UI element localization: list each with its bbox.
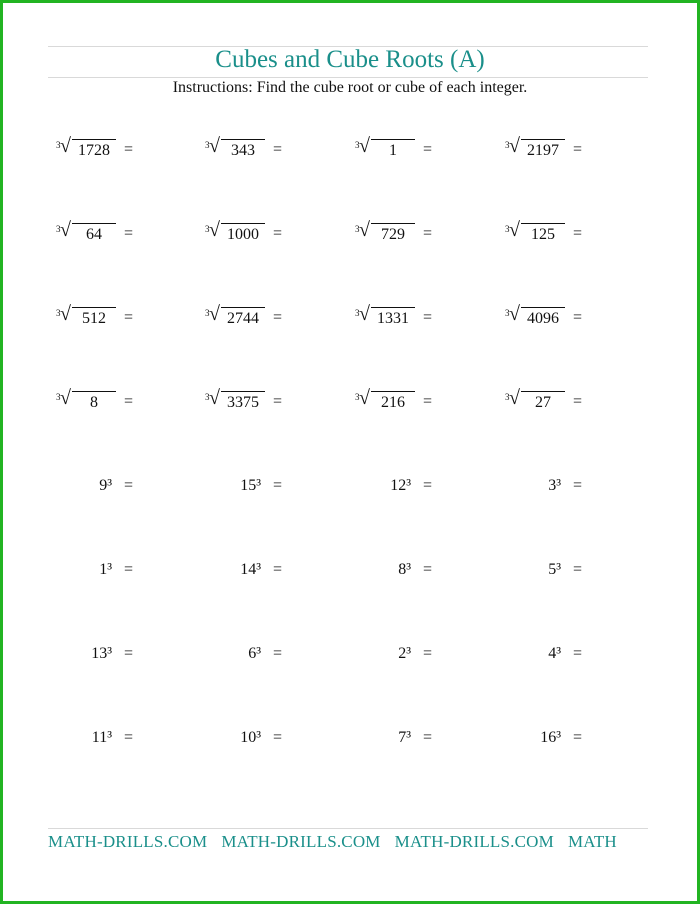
radicand-value: 3375 bbox=[221, 391, 265, 412]
cube-root-problem bbox=[56, 387, 196, 420]
cube-exponent: ³ bbox=[107, 561, 112, 578]
cube-base-value: 1 bbox=[99, 561, 108, 578]
cube-exponent: ³ bbox=[406, 477, 411, 494]
cube-problem bbox=[205, 474, 345, 504]
cube-exponent: ³ bbox=[556, 561, 561, 578]
equals-sign: = bbox=[573, 393, 583, 410]
equals-sign: = bbox=[273, 309, 283, 326]
equals-sign: = bbox=[124, 141, 134, 158]
cube-base-value: 8 bbox=[398, 561, 407, 578]
radical-sign-icon: √ bbox=[60, 135, 71, 157]
cube-problem bbox=[56, 726, 196, 756]
cube-expression bbox=[56, 561, 112, 579]
radical-sign-icon: √ bbox=[509, 135, 520, 157]
cube-exponent: ³ bbox=[107, 645, 112, 662]
cube-problem bbox=[355, 726, 495, 756]
cube-base-value: 13 bbox=[91, 645, 108, 662]
equals-sign: = bbox=[423, 561, 433, 578]
root-index: 3 bbox=[56, 392, 61, 402]
equals-sign: = bbox=[273, 729, 283, 746]
cube-problem bbox=[205, 558, 345, 588]
cube-exponent: ³ bbox=[556, 477, 561, 494]
cube-base-value: 11 bbox=[91, 729, 108, 746]
cube-exponent: ³ bbox=[406, 561, 411, 578]
equals-sign: = bbox=[124, 645, 134, 662]
footer-rule bbox=[48, 828, 648, 829]
radicand-value: 512 bbox=[72, 307, 116, 328]
radical-sign-icon: √ bbox=[209, 135, 220, 157]
radicand-value: 2197 bbox=[521, 139, 565, 160]
page-title: Cubes and Cube Roots (A) bbox=[215, 46, 485, 73]
root-index: 3 bbox=[205, 392, 210, 402]
equals-sign: = bbox=[273, 225, 283, 242]
root-index: 3 bbox=[355, 224, 360, 234]
radical-sign-icon: √ bbox=[509, 303, 520, 325]
radical-sign-icon: √ bbox=[359, 135, 370, 157]
cube-root-problem bbox=[355, 387, 495, 420]
equals-sign: = bbox=[573, 141, 583, 158]
equals-sign: = bbox=[423, 225, 433, 242]
equals-sign: = bbox=[423, 645, 433, 662]
cube-root-problem bbox=[205, 135, 345, 168]
cube-problem bbox=[505, 474, 645, 504]
cube-expression bbox=[205, 477, 261, 495]
equals-sign: = bbox=[273, 561, 283, 578]
root-index: 3 bbox=[56, 224, 61, 234]
radicand-value: 4096 bbox=[521, 307, 565, 328]
cube-exponent: ³ bbox=[256, 729, 261, 746]
cube-expression bbox=[56, 477, 112, 495]
instructions: Instructions: Find the cube root or cube of each integer. bbox=[172, 79, 528, 96]
radicand-value: 1 bbox=[371, 139, 415, 160]
radical-sign-icon: √ bbox=[209, 219, 220, 241]
equals-sign: = bbox=[273, 645, 283, 662]
cube-exponent: ³ bbox=[556, 645, 561, 662]
cube-root-problem bbox=[505, 219, 645, 252]
cube-problem bbox=[355, 474, 495, 504]
root-index: 3 bbox=[355, 392, 360, 402]
radicand-value: 343 bbox=[221, 139, 265, 160]
root-index: 3 bbox=[505, 392, 510, 402]
cube-root-problem bbox=[56, 219, 196, 252]
cube-exponent: ³ bbox=[406, 729, 411, 746]
radicand-value: 2744 bbox=[221, 307, 265, 328]
cube-base-value: 12 bbox=[390, 477, 407, 494]
equals-sign: = bbox=[124, 561, 134, 578]
cube-root-problem bbox=[355, 219, 495, 252]
radical-sign-icon: √ bbox=[359, 303, 370, 325]
footer-brand-text: MATH-DRILLS.COM bbox=[221, 832, 381, 851]
cube-expression bbox=[355, 477, 411, 495]
cube-base-value: 6 bbox=[248, 645, 257, 662]
root-index: 3 bbox=[56, 140, 61, 150]
cube-expression bbox=[355, 561, 411, 579]
root-index: 3 bbox=[505, 308, 510, 318]
cube-problem bbox=[355, 642, 495, 672]
radicand-value: 125 bbox=[521, 223, 565, 244]
radical-sign-icon: √ bbox=[60, 387, 71, 409]
radical-sign-icon: √ bbox=[209, 387, 220, 409]
cube-exponent: ³ bbox=[256, 645, 261, 662]
equals-sign: = bbox=[124, 729, 134, 746]
cube-exponent: ³ bbox=[256, 561, 261, 578]
equals-sign: = bbox=[573, 729, 583, 746]
cube-root-problem bbox=[355, 303, 495, 336]
equals-sign: = bbox=[273, 393, 283, 410]
radicand-value: 64 bbox=[72, 223, 116, 244]
cube-root-problem bbox=[505, 303, 645, 336]
cube-expression bbox=[205, 729, 261, 747]
cube-root-problem bbox=[205, 219, 345, 252]
footer-brand-text: MATH-DRILLS.COM bbox=[394, 832, 554, 851]
cube-exponent: ³ bbox=[556, 729, 561, 746]
cube-problem bbox=[355, 558, 495, 588]
cube-problem bbox=[505, 726, 645, 756]
equals-sign: = bbox=[423, 729, 433, 746]
equals-sign: = bbox=[423, 309, 433, 326]
equals-sign: = bbox=[423, 393, 433, 410]
cube-expression bbox=[355, 729, 411, 747]
cube-base-value: 4 bbox=[548, 645, 557, 662]
cube-expression bbox=[355, 645, 411, 663]
root-index: 3 bbox=[505, 224, 510, 234]
radicand-value: 729 bbox=[371, 223, 415, 244]
cube-base-value: 7 bbox=[398, 729, 407, 746]
cube-expression bbox=[505, 561, 561, 579]
cube-expression bbox=[505, 729, 561, 747]
cube-expression bbox=[205, 645, 261, 663]
cube-base-value: 16 bbox=[540, 729, 557, 746]
cube-base-value: 15 bbox=[240, 477, 257, 494]
equals-sign: = bbox=[423, 477, 433, 494]
radicand-value: 1000 bbox=[221, 223, 265, 244]
cube-exponent: ³ bbox=[107, 729, 112, 746]
radical-sign-icon: √ bbox=[509, 219, 520, 241]
cube-root-problem bbox=[355, 135, 495, 168]
cube-expression bbox=[56, 645, 112, 663]
equals-sign: = bbox=[124, 477, 134, 494]
radicand-value: 1728 bbox=[72, 139, 116, 160]
title-bottom-rule bbox=[48, 77, 648, 78]
equals-sign: = bbox=[273, 141, 283, 158]
equals-sign: = bbox=[573, 477, 583, 494]
root-index: 3 bbox=[355, 308, 360, 318]
cube-root-problem bbox=[205, 303, 345, 336]
cube-problem bbox=[205, 642, 345, 672]
equals-sign: = bbox=[124, 393, 134, 410]
footer-branding bbox=[48, 832, 648, 852]
equals-sign: = bbox=[573, 645, 583, 662]
radicand-value: 8 bbox=[72, 391, 116, 412]
radicand-value: 1331 bbox=[371, 307, 415, 328]
equals-sign: = bbox=[124, 309, 134, 326]
cube-problem bbox=[56, 558, 196, 588]
cube-root-problem bbox=[505, 387, 645, 420]
cube-expression bbox=[505, 477, 561, 495]
equals-sign: = bbox=[423, 141, 433, 158]
cube-base-value: 9 bbox=[99, 477, 108, 494]
equals-sign: = bbox=[273, 477, 283, 494]
cube-base-value: 3 bbox=[548, 477, 557, 494]
radicand-value: 216 bbox=[371, 391, 415, 412]
radical-sign-icon: √ bbox=[359, 219, 370, 241]
cube-expression bbox=[205, 561, 261, 579]
equals-sign: = bbox=[124, 225, 134, 242]
root-index: 3 bbox=[56, 308, 61, 318]
cube-root-problem bbox=[56, 135, 196, 168]
equals-sign: = bbox=[573, 309, 583, 326]
cube-problem bbox=[56, 642, 196, 672]
footer-brand-text: MATH-DRILLS.COM bbox=[48, 832, 208, 851]
radical-sign-icon: √ bbox=[359, 387, 370, 409]
cube-root-problem bbox=[205, 387, 345, 420]
radicand-value: 27 bbox=[521, 391, 565, 412]
footer-brand-text: MATH bbox=[567, 832, 617, 851]
cube-root-problem bbox=[505, 135, 645, 168]
cube-problem bbox=[56, 474, 196, 504]
radical-sign-icon: √ bbox=[60, 303, 71, 325]
root-index: 3 bbox=[505, 140, 510, 150]
equals-sign: = bbox=[573, 561, 583, 578]
root-index: 3 bbox=[205, 308, 210, 318]
cube-expression bbox=[505, 645, 561, 663]
cube-base-value: 10 bbox=[240, 729, 257, 746]
cube-expression bbox=[56, 729, 112, 747]
radical-sign-icon: √ bbox=[209, 303, 220, 325]
cube-exponent: ³ bbox=[107, 477, 112, 494]
radical-sign-icon: √ bbox=[60, 219, 71, 241]
cube-root-problem bbox=[56, 303, 196, 336]
cube-exponent: ³ bbox=[406, 645, 411, 662]
equals-sign: = bbox=[573, 225, 583, 242]
radical-sign-icon: √ bbox=[509, 387, 520, 409]
cube-problem bbox=[505, 558, 645, 588]
cube-base-value: 5 bbox=[548, 561, 557, 578]
root-index: 3 bbox=[205, 224, 210, 234]
root-index: 3 bbox=[355, 140, 360, 150]
cube-base-value: 2 bbox=[398, 645, 407, 662]
cube-base-value: 14 bbox=[240, 561, 257, 578]
cube-exponent: ³ bbox=[256, 477, 261, 494]
cube-problem bbox=[505, 642, 645, 672]
root-index: 3 bbox=[205, 140, 210, 150]
cube-problem bbox=[205, 726, 345, 756]
